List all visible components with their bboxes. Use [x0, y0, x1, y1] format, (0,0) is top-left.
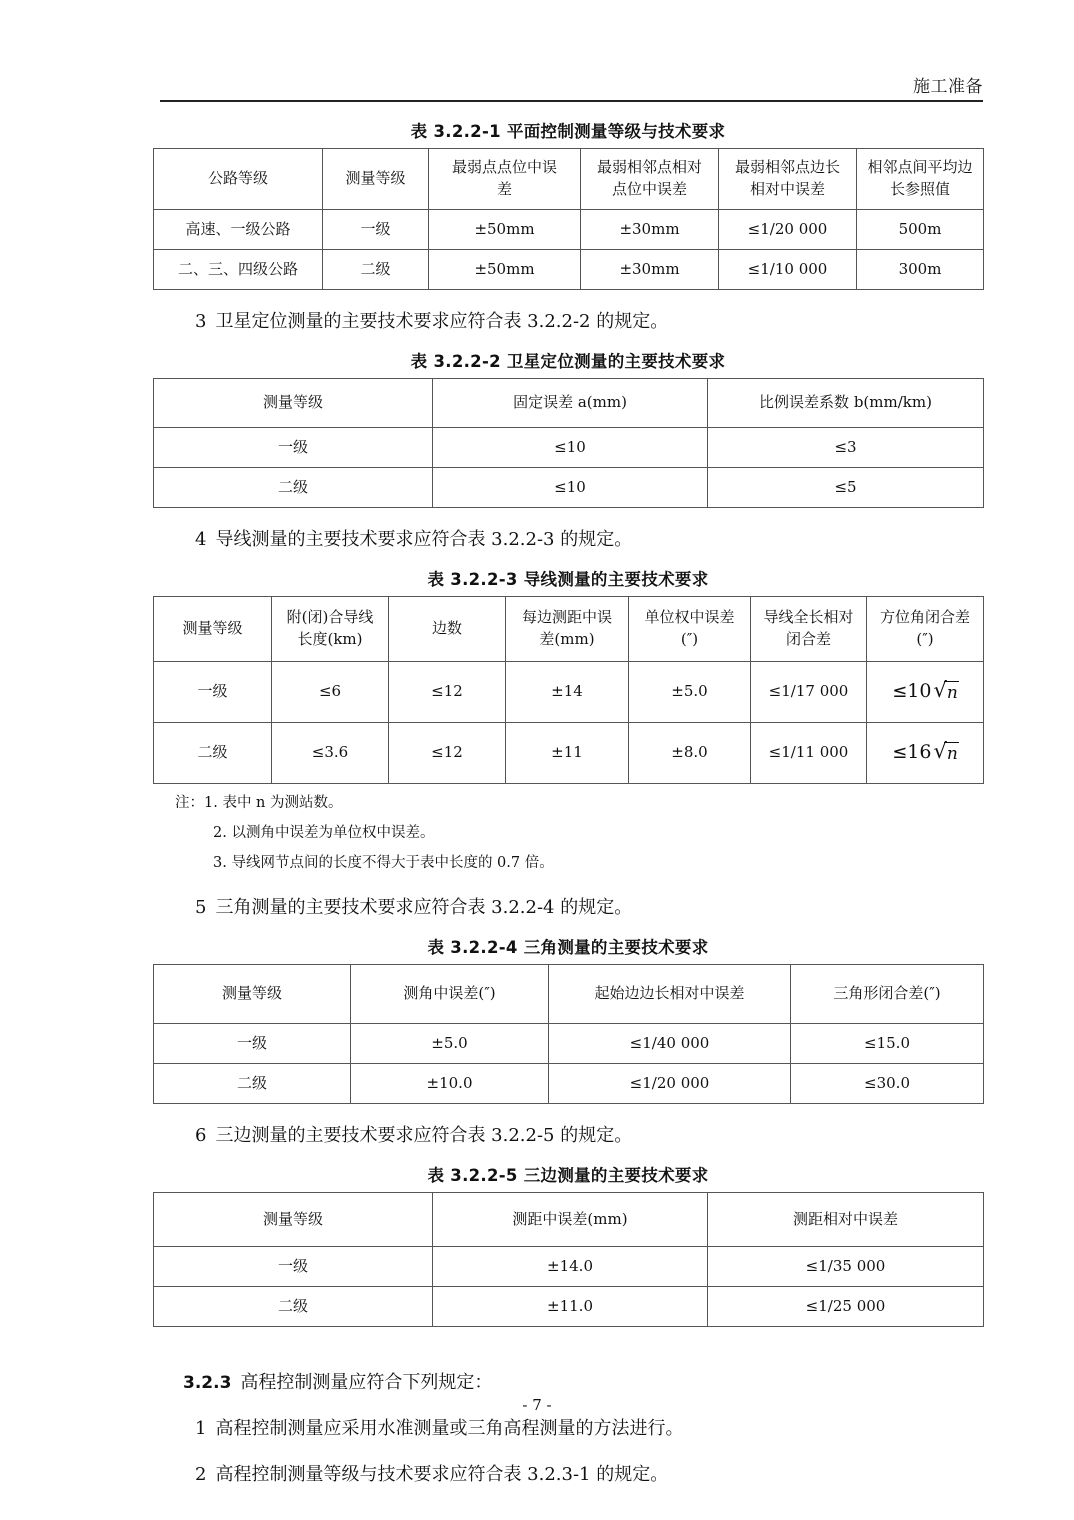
header-line: 长参照值	[889, 180, 950, 198]
section-title: 高程控制测量应符合下列规定：	[240, 1372, 493, 1394]
table-cell: ≤1/17 000	[751, 661, 867, 722]
note-row	[175, 852, 983, 875]
table-cell: ≤3	[708, 427, 984, 467]
table-row	[154, 250, 984, 290]
table-header-cell: 比例误差系数 b(mm/km)	[708, 378, 984, 427]
table-row	[154, 210, 984, 250]
table-cell: ≤15.0	[791, 1024, 984, 1064]
table-header-cell	[581, 149, 719, 210]
table-cell: 500m	[857, 210, 984, 250]
item-index: 4	[195, 528, 207, 550]
header-line: 测量等级	[345, 169, 406, 188]
sqrt-coefficient: 10	[907, 679, 932, 702]
table-header-cell: 测量等级	[154, 1193, 433, 1247]
note-row	[175, 822, 983, 845]
paragraph-item-5	[153, 894, 983, 922]
paragraph-item-323-1	[153, 1415, 983, 1443]
header-line: 相对中误差	[749, 180, 825, 198]
item-text: 三边测量的主要技术要求应符合表 3.2.2-5 的规定。	[215, 1125, 633, 1147]
table-cell: ±14	[506, 661, 629, 722]
table-row	[154, 722, 984, 783]
sqrt-expression	[892, 738, 958, 764]
table-header-cell: 测量等级	[154, 965, 351, 1024]
table-3-caption: 表 3.2.2-3 导线测量的主要技术要求	[427, 569, 709, 589]
radical-icon: √ n	[933, 677, 958, 703]
header-line: 导线全长相对	[763, 608, 854, 627]
header-line: 方位角闭合差	[879, 608, 970, 627]
radicand: n	[946, 682, 958, 703]
table-cell: 300m	[857, 250, 984, 290]
item-index: 5	[195, 897, 207, 919]
table-header-cell	[154, 149, 323, 210]
table-plane-control-survey	[153, 148, 984, 290]
table-header-cell: 起始边边长相对中误差	[549, 965, 791, 1024]
header-line: 最弱相邻点边长	[734, 158, 840, 177]
header-line: 最弱点点位中误	[451, 158, 557, 177]
table-header-cell: 固定误差 a(mm)	[433, 378, 708, 427]
section-number: 3.2.3	[183, 1373, 232, 1394]
table-header-row	[154, 149, 984, 210]
table-cell: 高速、一级公路	[154, 210, 323, 250]
table-2-caption: 表 3.2.2-2 卫星定位测量的主要技术要求	[410, 351, 726, 371]
table-cell: ≤1/20 000	[719, 210, 857, 250]
table-cell: ≤12	[389, 661, 506, 722]
table-header-cell	[857, 149, 984, 210]
header-line: 测量等级	[182, 618, 243, 637]
table-cell: ±11	[506, 722, 629, 783]
table-cell-azimuth-closure	[867, 661, 984, 722]
note-text: 2. 以测角中误差为单位权中误差。	[213, 824, 435, 841]
table-cell: ≤1/10 000	[719, 250, 857, 290]
sqrt-expression	[892, 677, 958, 703]
header-line: 每边测距中误	[521, 608, 612, 627]
table-header-cell	[154, 596, 272, 661]
header-line: (″)	[916, 629, 934, 648]
table-cell: ≤1/20 000	[549, 1064, 791, 1104]
table-triangulation-survey	[153, 964, 984, 1104]
header-line: 公路等级	[207, 169, 268, 188]
table-cell: ±50mm	[429, 250, 581, 290]
table-satellite-positioning-survey	[153, 378, 984, 508]
item-text: 高程控制测量等级与技术要求应符合表 3.2.3-1 的规定。	[215, 1463, 669, 1485]
item-text: 三角测量的主要技术要求应符合表 3.2.2-4 的规定。	[215, 897, 633, 919]
table-cell: 一级	[154, 661, 272, 722]
table-cell: ±30mm	[581, 250, 719, 290]
paragraph-item-3	[153, 308, 983, 336]
table-header-cell: 测角中误差(″)	[351, 965, 549, 1024]
table-header-cell	[751, 596, 867, 661]
header-line: 点位中误差	[611, 180, 687, 198]
table-cell: ±30mm	[581, 210, 719, 250]
header-line: 最弱相邻点相对	[596, 158, 702, 177]
table-cell: 二、三、四级公路	[154, 250, 323, 290]
table-header-row	[154, 965, 984, 1024]
note-text: 1. 表中 n 为测站数。	[204, 794, 343, 811]
header-line: 闭合差	[785, 629, 831, 648]
header-line: 附(闭)合导线	[286, 608, 374, 627]
table-cell: ≤5	[708, 467, 984, 507]
section-heading-3-2-3	[153, 1369, 983, 1397]
table-cell: 一级	[323, 210, 429, 250]
table-header-row	[154, 596, 984, 661]
table-cell: ≤1/35 000	[708, 1247, 984, 1287]
table-header-cell: 测量等级	[154, 378, 433, 427]
item-index: 6	[195, 1125, 207, 1147]
table-cell: ≤3.6	[272, 722, 389, 783]
item-text: 导线测量的主要技术要求应符合表 3.2.2-3 的规定。	[215, 528, 633, 550]
paragraph-item-323-2	[153, 1461, 983, 1489]
table-row	[154, 467, 984, 507]
table-header-row	[154, 1193, 984, 1247]
table-cell: ≤10	[433, 427, 708, 467]
table-header-cell: 三角形闭合差(″)	[791, 965, 984, 1024]
notes-label: 注：	[175, 794, 204, 811]
table-1-caption: 表 3.2.2-1 平面控制测量等级与技术要求	[410, 122, 726, 141]
table-cell: 二级	[154, 467, 433, 507]
sqrt-coefficient: 16	[907, 740, 932, 763]
table-header-cell	[272, 596, 389, 661]
table-cell: ±14.0	[433, 1247, 708, 1287]
table-trilateration-survey	[153, 1192, 984, 1327]
paragraph-item-6	[153, 1122, 983, 1150]
header-line: 差	[496, 180, 512, 198]
table-cell: ≤1/25 000	[708, 1287, 984, 1327]
header-line: 差(mm)	[539, 629, 595, 648]
table-cell: ±5.0	[351, 1024, 549, 1064]
table-cell: ≤12	[389, 722, 506, 783]
table-cell: ±10.0	[351, 1064, 549, 1104]
table-row	[154, 427, 984, 467]
header-line: 边数	[431, 618, 462, 637]
table-header-cell	[389, 596, 506, 661]
table-cell: ≤30.0	[791, 1064, 984, 1104]
table-cell: ≤1/11 000	[751, 722, 867, 783]
header-line: 单位权中误差	[644, 608, 735, 627]
radicand: n	[946, 743, 958, 764]
note-row	[175, 792, 983, 815]
table-cell: ≤1/40 000	[549, 1024, 791, 1064]
table-cell: ±11.0	[433, 1287, 708, 1327]
table-row	[154, 1024, 984, 1064]
table-header-cell	[629, 596, 751, 661]
header-line: 相邻点间平均边	[867, 158, 973, 177]
paragraph-item-4	[153, 526, 983, 554]
radical-icon: √ n	[933, 738, 958, 764]
item-index: 3	[195, 311, 207, 332]
page-content	[153, 118, 983, 1489]
table-row	[154, 1287, 984, 1327]
table-row	[154, 1247, 984, 1287]
less-equal-symbol: ≤	[892, 741, 908, 763]
table-cell: 一级	[154, 1247, 433, 1287]
table-cell: 二级	[154, 1064, 351, 1104]
header-line: 长度(km)	[297, 629, 363, 648]
table-cell: ≤6	[272, 661, 389, 722]
table-cell: ±50mm	[429, 210, 581, 250]
running-header: 施工准备	[913, 77, 983, 97]
header-rule	[160, 100, 983, 102]
table-header-cell: 测距相对中误差	[708, 1193, 984, 1247]
note-text: 3. 导线网节点间的长度不得大于表中长度的 0.7 倍。	[213, 855, 554, 872]
table-header-cell	[719, 149, 857, 210]
table-cell: 二级	[154, 1287, 433, 1327]
table-cell: 二级	[323, 250, 429, 290]
table-5-caption: 表 3.2.2-5 三边测量的主要技术要求	[427, 1166, 709, 1186]
less-equal-symbol: ≤	[892, 680, 908, 702]
table-traverse-survey	[153, 596, 984, 784]
table-header-cell	[867, 596, 984, 661]
table-cell: ±5.0	[629, 661, 751, 722]
item-text: 高程控制测量应采用水准测量或三角高程测量的方法进行。	[215, 1418, 684, 1440]
table-header-cell	[506, 596, 629, 661]
table-row	[154, 1064, 984, 1104]
table-cell: ≤10	[433, 467, 708, 507]
item-index: 1	[195, 1418, 207, 1440]
table-3-notes	[153, 792, 983, 876]
table-cell: ±8.0	[629, 722, 751, 783]
header-line: (″)	[680, 629, 699, 648]
table-header-cell: 测距中误差(mm)	[433, 1193, 708, 1247]
table-cell: 一级	[154, 427, 433, 467]
table-cell-azimuth-closure	[867, 722, 984, 783]
table-header-cell	[323, 149, 429, 210]
item-text: 卫星定位测量的主要技术要求应符合表 3.2.2-2 的规定。	[215, 311, 669, 332]
table-header-cell	[429, 149, 581, 210]
table-cell: 二级	[154, 722, 272, 783]
page-number: - 7 -	[522, 1396, 552, 1414]
table-cell: 一级	[154, 1024, 351, 1064]
table-row	[154, 661, 984, 722]
table-header-row	[154, 378, 984, 427]
item-index: 2	[195, 1463, 207, 1485]
table-4-caption: 表 3.2.2-4 三角测量的主要技术要求	[427, 938, 709, 958]
